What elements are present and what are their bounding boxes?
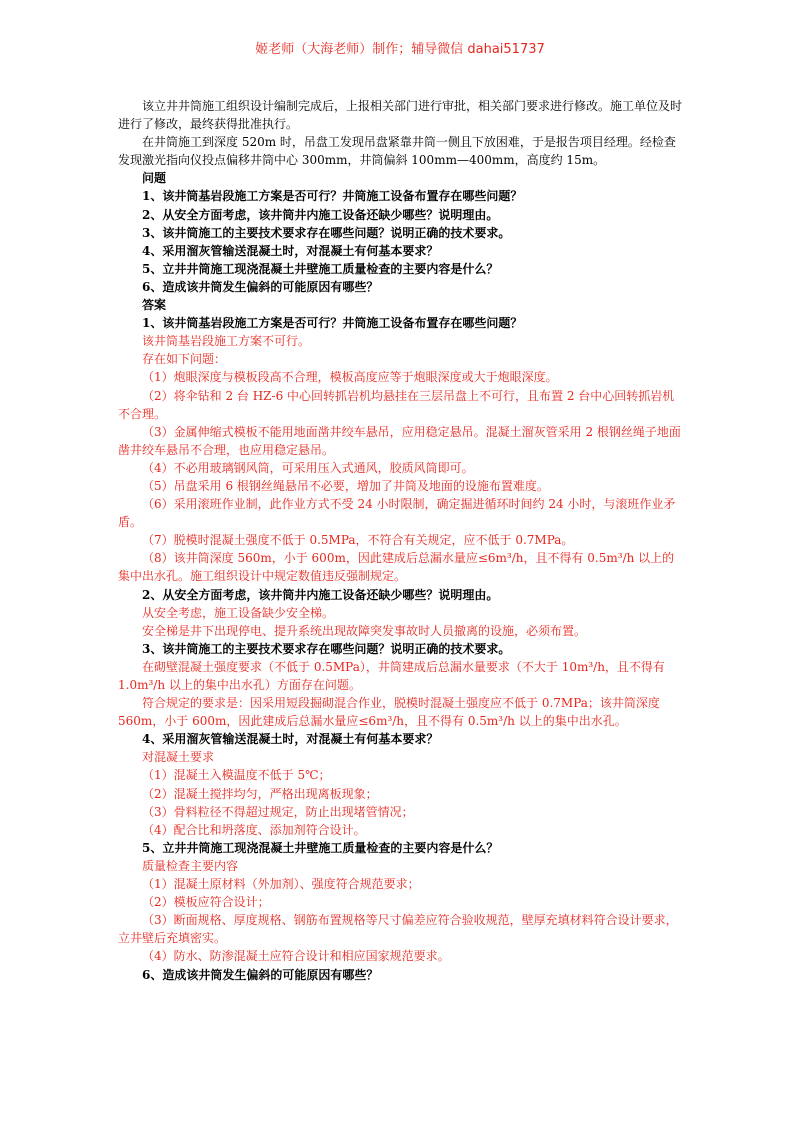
answer-1-item-8: （8）该井筒深度 560m，小于 600m，因此建成后总漏水量应≤6m³/h，且不得有 0.5m³/h 以上的集中出水孔。施工组织设计中规定数值违反强制规定。: [118, 551, 675, 584]
answer-4-item-1: （1）混凝土入模温度不低于 5℃；: [142, 768, 331, 783]
answer-3-question: 3、该井筒施工的主要技术要求存在哪些问题？说明正确的技术要求。: [142, 641, 511, 656]
answer-4-item-3: （3）骨料粒径不得超过规定，防止出现堵管情况；: [142, 804, 414, 819]
background-paragraph-2: 在井筒施工到深度 520m 时，吊盘工发现吊盘紧靠井筒一侧且下放困难，于是报告项目经理。经检查发现激光指向仪投点偏移井筒中心 300mm，井筒偏斜 100mm—400mm，高度约 15m。: [118, 135, 676, 168]
answer-1-item-5: （5）吊盘采用 6 根钢丝绳悬吊不必要，增加了井筒及地面的设施布置难度。: [142, 478, 549, 493]
question-2: 2、从安全方面考虑，该井筒井内施工设备还缺少哪些？说明理由。: [142, 207, 499, 222]
document-body: [118, 97, 684, 984]
answer-2-line-2: 安全梯是井下出现停电、提升系统出现故障突发事故时人员撤离的设施，必须布置。: [142, 623, 587, 638]
answer-1-item-1: （1）炮眼深度与模板段高不合理，模板高度应等于炮眼深度或大于炮眼深度。: [142, 370, 558, 385]
question-3: 3、该井筒施工的主要技术要求存在哪些问题？说明正确的技术要求。: [142, 225, 511, 240]
answers-heading: 答案: [142, 298, 167, 313]
background-paragraph-1: 该立井井筒施工组织设计编制完成后，上报相关部门进行审批，相关部门要求进行修改。施工单位及时进行了修改，最终获得批准执行。: [118, 99, 683, 132]
answer-4-item-2: （2）混凝土搅拌均匀，严格出现离板现象；: [142, 786, 378, 801]
answer-1-item-3: （3）金属伸缩式模板不能用地面凿井绞车悬吊，应用稳定悬吊。混凝土溜灰管采用 2 根钢丝绳子地面凿井绞车悬吊不合理，也应用稳定悬吊。: [118, 424, 681, 457]
answer-4-intro: 对混凝土要求: [142, 750, 215, 765]
question-1: 1、该井筒基岩段施工方案是否可行？井筒施工设备布置存在哪些问题？: [142, 189, 523, 204]
answer-5-item-3: （3）断面规格、厚度规格、钢筋布置规格等尺寸偏差应符合验收规范，壁厚充填材料符合设计要求，立井壁后充填密实。: [118, 913, 678, 946]
page-header: 姬老师（大海老师）制作；辅导微信 dahai51737: [255, 42, 545, 57]
answer-1-intro: 存在如下问题：: [142, 352, 227, 367]
question-6: 6、造成该井筒发生偏斜的可能原因有哪些？: [142, 279, 379, 294]
answer-5-item-1: （1）混凝土原材料（外加剂）、强度符合规范要求；: [142, 877, 420, 892]
question-4: 4、采用溜灰管输送混凝土时，对混凝土有何基本要求？: [142, 243, 439, 258]
answer-6-question: 6、造成该井筒发生偏斜的可能原因有哪些？: [142, 967, 379, 982]
answer-1-item-7: （7）脱模时混凝土强度不低于 0.5MPa，不符合有关规定，应不低于 0.7MPa。: [142, 533, 574, 548]
answer-5-intro: 质量检查主要内容: [142, 858, 239, 873]
answer-5-item-2: （2）模板应符合设计；: [142, 895, 270, 910]
answer-5-item-4: （4）防水、防渗混凝土应符合设计和相应国家规范要求。: [142, 949, 450, 964]
answer-1-item-2: （2）将伞钻和 2 台 HZ-6 中心回转抓岩机均悬挂在三层吊盘上不可行，且布置 2 台中心回转抓岩机不合理。: [118, 388, 675, 421]
answer-4-item-4: （4）配合比和坍落度、添加剂符合设计。: [142, 822, 366, 837]
answer-4-question: 4、采用溜灰管输送混凝土时，对混凝土有何基本要求？: [142, 732, 439, 747]
questions-heading: 问题: [142, 171, 167, 186]
answer-1-verdict: 该井筒基岩段施工方案不可行。: [142, 334, 311, 349]
answer-5-question: 5、立井井筒施工现浇混凝土井壁施工质量检查的主要内容是什么？: [142, 840, 499, 855]
question-5: 5、立井井筒施工现浇混凝土井壁施工质量检查的主要内容是什么？: [142, 261, 499, 276]
answer-1-item-6: （6）采用滚班作业制，此作业方式不受 24 小时限制，确定掘进循环时间约 24 小时，与滚班作业矛盾。: [118, 497, 676, 530]
answer-3-paragraph-1: 在砌壁混凝土强度要求（不低于 0.5MPa），井筒建成后总漏水量要求（不大于 10m³/h，且不得有 1.0m³/h 以上的集中出水孔）方面存在问题。: [118, 659, 665, 692]
answer-1-question: 1、该井筒基岩段施工方案是否可行？井筒施工设备布置存在哪些问题？: [142, 316, 523, 331]
answer-1-item-4: （4）不必用玻璃钢风筒，可采用压入式通风，胶质风筒即可。: [142, 460, 474, 475]
answer-3-paragraph-2: 符合规定的要求是：因采用短段掘砌混合作业，脱模时混凝土强度应不低于 0.7MPa；该井筒深度 560m，小于 600m，因此建成后总漏水量应≤6m³/h，且不得有 0.5m³/h 以上的集中出水孔。: [118, 696, 660, 729]
answer-2-question: 2、从安全方面考虑，该井筒井内施工设备还缺少哪些？说明理由。: [142, 587, 499, 602]
answer-2-line-1: 从安全考虑，施工设备缺少安全梯。: [142, 605, 335, 620]
